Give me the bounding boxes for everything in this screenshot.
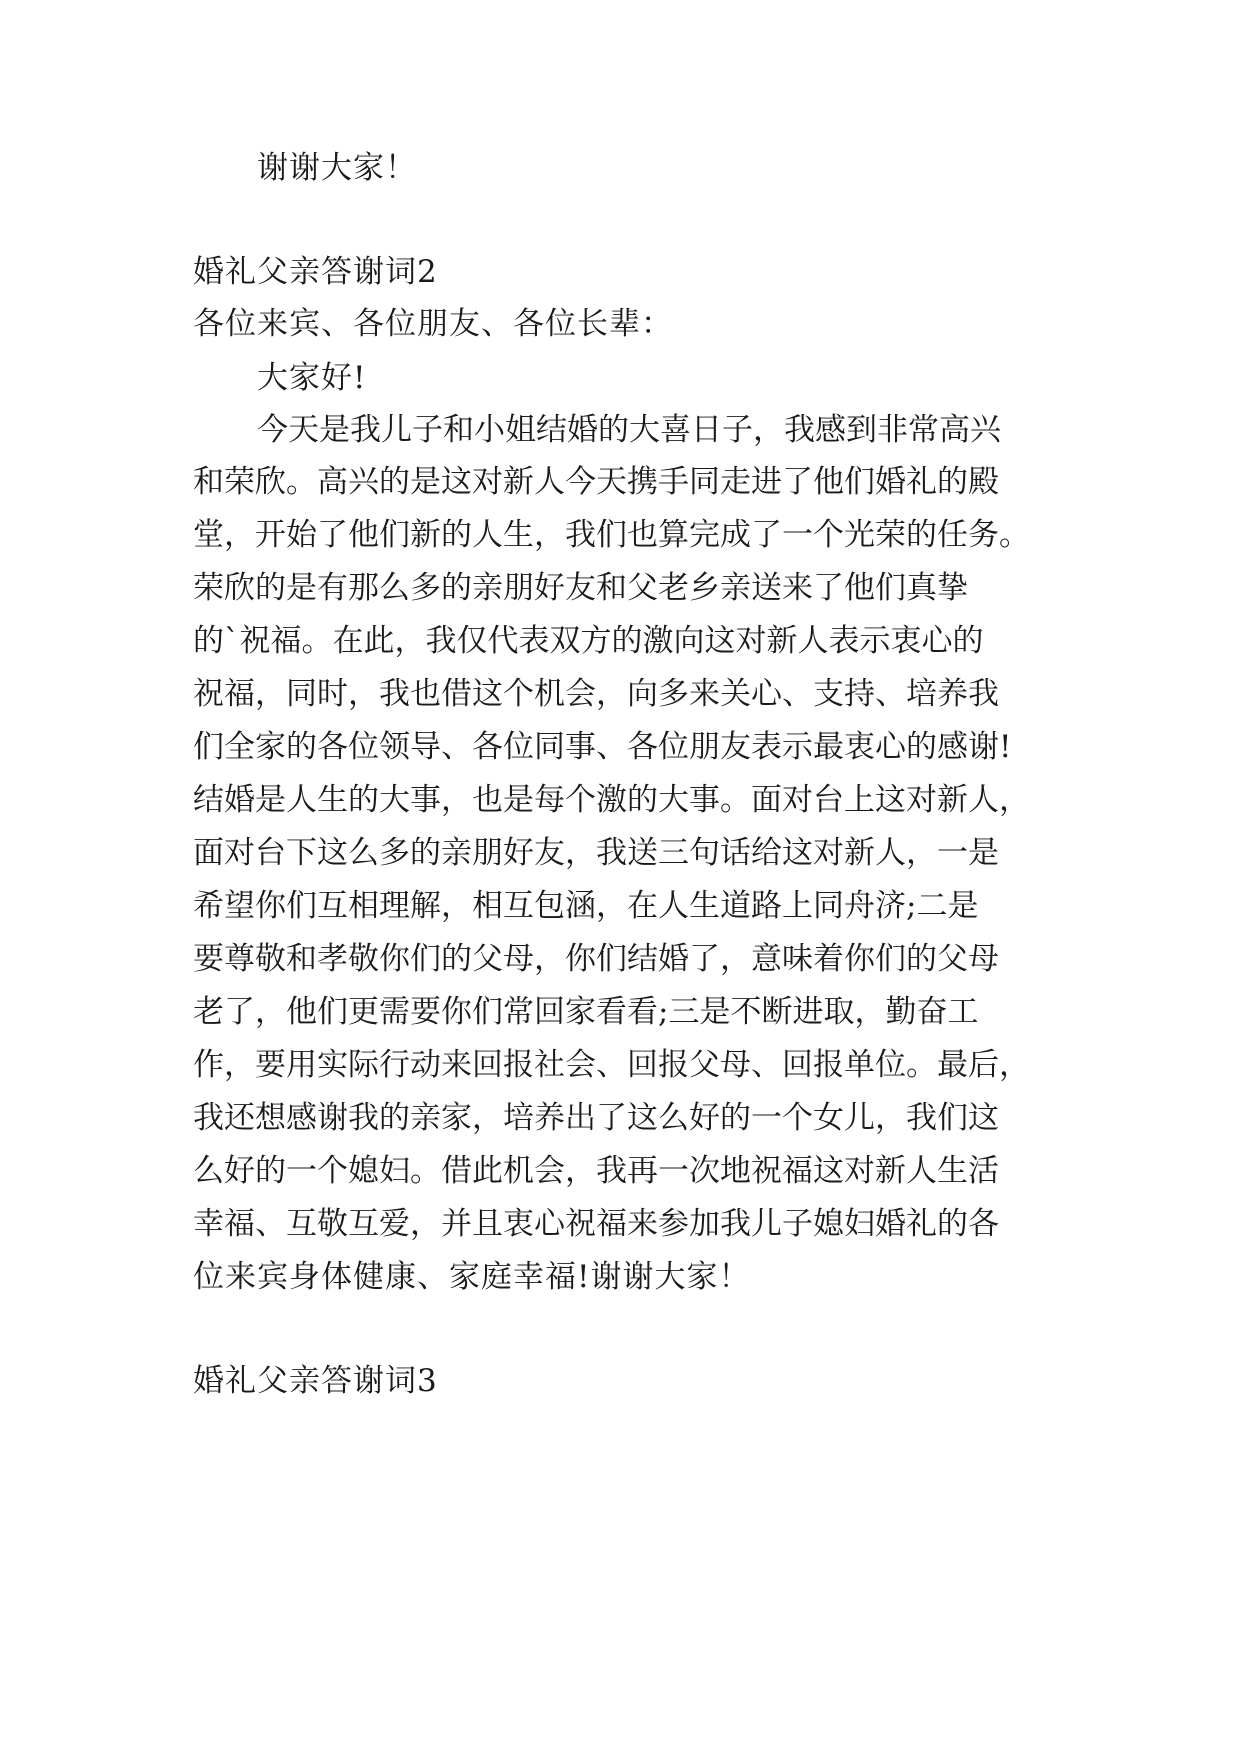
body-line-last: 位来宾身体健康、家庭幸福!谢谢大家！ <box>193 1259 751 1295</box>
salutation: 各位来宾、各位朋友、各位长辈： <box>193 306 673 342</box>
body-line: 荣欣的是有那么多的亲朋好友和父老乡亲送来了他们真挚 <box>193 570 968 606</box>
body-line: 幸福、互敬互爱，并且衷心祝福来参加我儿子媳妇婚礼的各 <box>193 1206 999 1242</box>
body-line: 么好的一个媳妇。借此机会，我再一次地祝福这对新人生活 <box>193 1153 999 1189</box>
body-line: 面对台下这么多的亲朋好友，我送三句话给这对新人，一是 <box>193 835 999 871</box>
greeting: 大家好! <box>257 360 367 396</box>
body-line: 老了，他们更需要你们常回家看看;三是不断进取，勤奋工 <box>193 994 979 1030</box>
section-2-title: 婚礼父亲答谢词2 <box>193 254 438 290</box>
body-line: 希望你们互相理解，相互包涵，在人生道路上同舟济;二是 <box>193 888 979 924</box>
body-line: 和荣欣。高兴的是这对新人今天携手同走进了他们婚礼的殿 <box>193 464 999 500</box>
body-line: 结婚是人生的大事，也是每个激的大事。面对台上这对新人， <box>193 782 1030 818</box>
body-line: 我还想感谢我的亲家，培养出了这么好的一个女儿，我们这 <box>193 1100 999 1136</box>
section-3-title: 婚礼父亲答谢词3 <box>193 1363 438 1399</box>
closing-thanks: 谢谢大家！ <box>257 150 417 186</box>
body-line: 作，要用实际行动来回报社会、回报父母、回报单位。最后， <box>193 1047 1030 1083</box>
body-line: 的`祝福。在此，我仅代表双方的激向这对新人表示衷心的 <box>193 623 984 659</box>
body-line: 堂，开始了他们新的人生，我们也算完成了一个光荣的任务。 <box>193 517 1030 553</box>
body-line: 们全家的各位领导、各位同事、各位朋友表示最衷心的感谢! <box>193 729 1012 765</box>
body-line: 要尊敬和孝敬你们的父母，你们结婚了，意味着你们的父母 <box>193 941 999 977</box>
body-line: 祝福，同时，我也借这个机会，向多来关心、支持、培养我 <box>193 676 999 712</box>
body-line: 今天是我儿子和小姐结婚的大喜日子，我感到非常高兴 <box>257 412 1001 448</box>
